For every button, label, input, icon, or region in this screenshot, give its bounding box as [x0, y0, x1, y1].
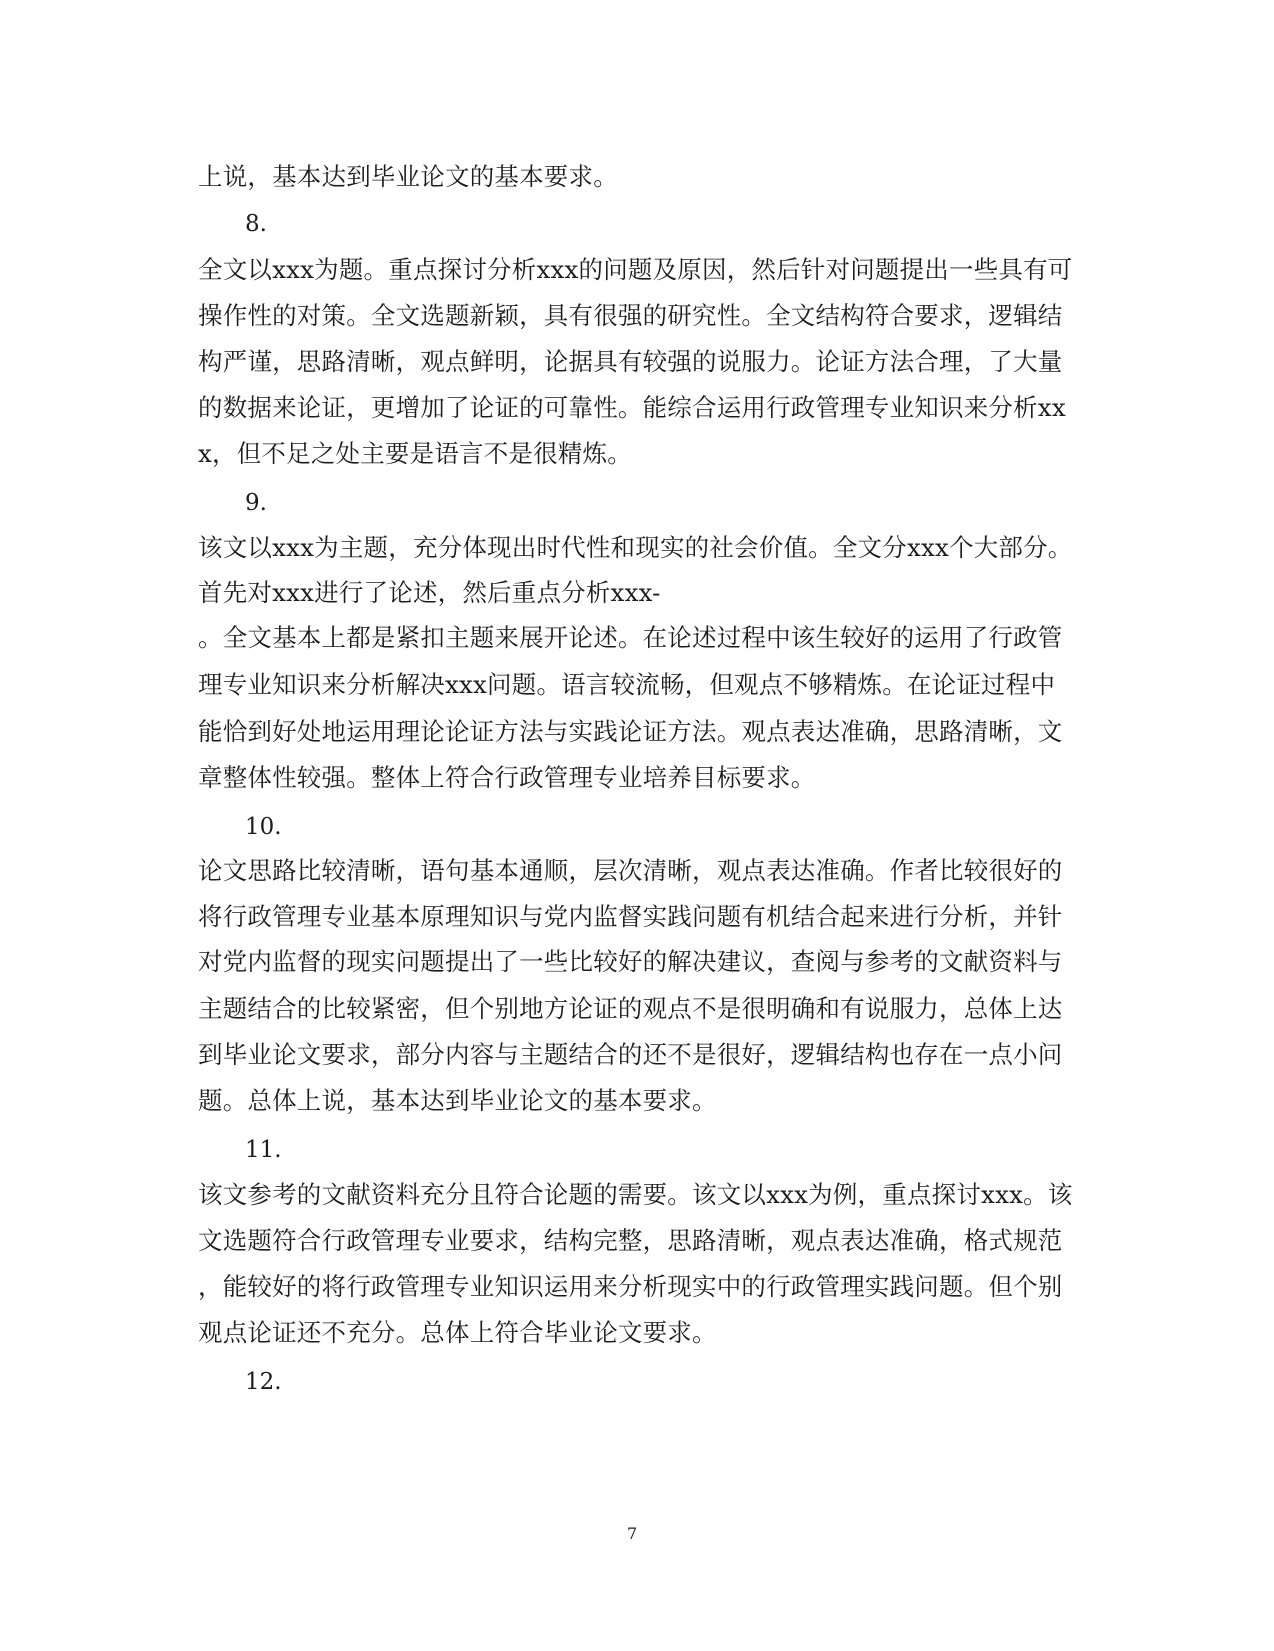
- item-number: 11.: [245, 1137, 282, 1163]
- text-line: 主题结合的比较紧密，但个别地方论证的观点不是很明确和有说服力，总体上达: [198, 994, 1063, 1023]
- text-line: 该文参考的文献资料充分且符合论题的需要。该文以xxx为例，重点探讨xxx。该: [198, 1180, 1073, 1209]
- page-number: 7: [627, 1524, 638, 1543]
- text-line: 章整体性较强。整体上符合行政管理专业培养目标要求。: [198, 763, 816, 792]
- text-line: 的数据来论证，更增加了论证的可靠性。能综合运用行政管理专业知识来分析xx: [198, 393, 1066, 422]
- text-line: 操作性的对策。全文选题新颖，具有很强的研究性。全文结构符合要求，逻辑结: [198, 301, 1063, 330]
- item-number: 9.: [245, 490, 267, 516]
- text-line: 文选题符合行政管理专业要求，结构完整，思路清晰，观点表达准确，格式规范: [198, 1226, 1063, 1255]
- text-line: 题。总体上说，基本达到毕业论文的基本要求。: [198, 1086, 717, 1115]
- item-number: 10.: [245, 814, 282, 840]
- text-line: 将行政管理专业基本原理知识与党内监督实践问题有机结合起来进行分析，并针: [198, 902, 1063, 931]
- text-line: ，能较好的将行政管理专业知识运用来分析现实中的行政管理实践问题。但个别: [198, 1272, 1063, 1301]
- text-line: 能恰到好处地运用理论论证方法与实践论证方法。观点表达准确，思路清晰，文: [198, 717, 1063, 746]
- text-line: 全文以xxx为题。重点探讨分析xxx的问题及原因，然后针对问题提出一些具有可: [198, 255, 1073, 284]
- text-line: 对党内监督的现实问题提出了一些比较好的解决建议，查阅与参考的文献资料与: [198, 947, 1063, 976]
- text-line: 构严谨，思路清晰，观点鲜明，论据具有较强的说服力。论证方法合理，了大量: [198, 347, 1063, 376]
- item-number: 12.: [245, 1369, 282, 1395]
- text-line: 理专业知识来分析解决xxx问题。语言较流畅，但观点不够精炼。在论证过程中: [198, 670, 1056, 699]
- text-line: 上说，基本达到毕业论文的基本要求。: [198, 162, 618, 191]
- text-line: 观点论证还不充分。总体上符合毕业论文要求。: [198, 1318, 717, 1347]
- text-line: 到毕业论文要求，部分内容与主题结合的还不是很好，逻辑结构也存在一点小问: [198, 1040, 1063, 1069]
- text-line: 论文思路比较清晰，语句基本通顺，层次清晰，观点表达准确。作者比较很好的: [198, 856, 1063, 885]
- text-line: 。全文基本上都是紧扣主题来展开论述。在论述过程中该生较好的运用了行政管: [198, 623, 1063, 652]
- item-number: 8.: [245, 211, 267, 237]
- text-line: 首先对xxx进行了论述，然后重点分析xxx-: [198, 578, 661, 607]
- text-line: 该文以xxx为主题，充分体现出时代性和现实的社会价值。全文分xxx个大部分。: [198, 533, 1073, 562]
- text-line: x，但不足之处主要是语言不是很精炼。: [198, 439, 632, 468]
